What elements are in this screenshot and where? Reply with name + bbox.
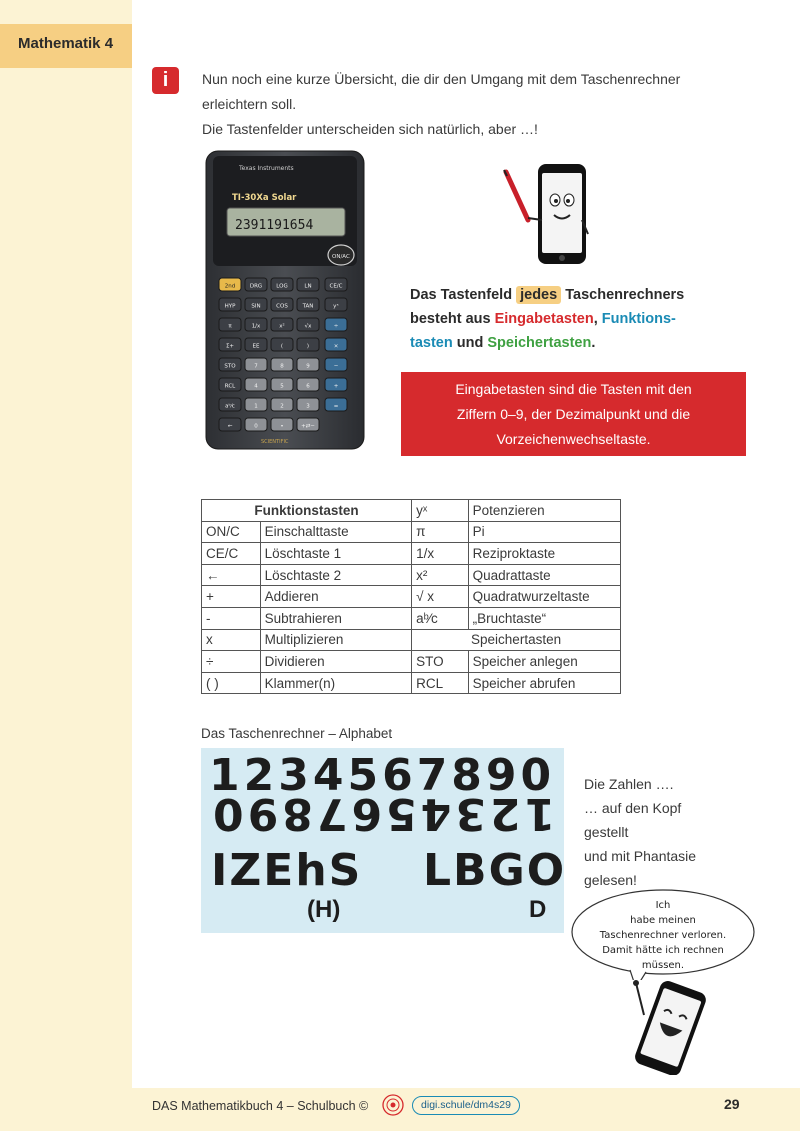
definition-line: Ziffern 0–9, der Dezimalpunkt und die: [456, 406, 691, 422]
statement-text: .: [591, 335, 596, 351]
subject-label: Mathematik 4: [18, 35, 114, 52]
table-desc: Pi: [468, 521, 620, 543]
alphabet-note-2: D: [529, 896, 547, 923]
explanation-line: und mit Phantasie: [584, 848, 697, 864]
calculator-key-label: CE/C: [329, 283, 343, 290]
digits-upside-down: 1234567890: [209, 788, 556, 839]
intro-line: erleichtern soll.: [202, 96, 297, 112]
calculator-key-label: +: [333, 383, 339, 390]
table-row: [202, 586, 621, 608]
table-desc: Potenzieren: [468, 500, 620, 522]
table-row: [202, 651, 621, 673]
table-row: [202, 629, 621, 651]
statement-text: besteht aus: [410, 311, 495, 327]
digits-upright: 1234567890: [209, 750, 556, 801]
table-key: ←: [202, 564, 261, 586]
table-key: STO: [412, 651, 469, 673]
table-desc: Quadratwurzeltaste: [468, 586, 620, 608]
calculator-key-label: 3: [306, 403, 310, 410]
calculator-key-label: 5: [280, 383, 284, 390]
table-key: aᵇ⁄c: [412, 607, 469, 629]
calculator-key-label: RCL: [224, 383, 236, 390]
calculator-key-label: STO: [224, 363, 236, 370]
calculator-key-label: 0: [254, 423, 258, 430]
footer-text: DAS Mathematikbuch 4 – Schulbuch ©: [152, 1099, 369, 1113]
on-key-label: ON/AC: [332, 254, 350, 260]
calculator-key-label: EE: [252, 343, 260, 350]
term-funktionstasten-2: tasten: [410, 335, 453, 351]
explanation-line: gelesen!: [584, 872, 637, 888]
table-header: Funktionstasten: [202, 500, 412, 522]
alphabet-word-1: IZEhS: [211, 845, 363, 896]
calculator-key-label: •: [280, 423, 284, 430]
alphabet-box: [201, 748, 567, 933]
calculator-key-label: x²: [279, 323, 285, 330]
table-header: Speichertasten: [412, 629, 621, 651]
table-desc: Dividieren: [260, 651, 412, 673]
table-desc: Klammer(n): [260, 672, 412, 694]
table-row: [202, 500, 621, 522]
alphabet-title: Das Taschenrechner – Alphabet: [201, 726, 393, 741]
statement-text: Das Tastenfeld: [410, 287, 517, 303]
highlight-jedes: jedes: [516, 286, 561, 304]
calculator-key-label: SIN: [251, 303, 261, 310]
table-key: 1/x: [412, 543, 469, 565]
calculator-key-label: 8: [280, 363, 284, 370]
table-desc: Einschalttaste: [260, 521, 412, 543]
calculator-key-label: 2nd: [224, 283, 236, 290]
calculator-key-label: +⇄−: [301, 423, 315, 430]
table-desc: Löschtaste 2: [260, 564, 412, 586]
intro-line: Die Tastenfelder unterscheiden sich natürlich, aber …!: [202, 121, 538, 137]
alphabet-word-2: LBGO: [423, 845, 567, 896]
calculator-key-label: 9: [306, 363, 310, 370]
calculator-key-label: aᵇ⁄c: [225, 403, 235, 410]
table-key: yˣ: [412, 500, 469, 522]
calculator-key-label: HYP: [224, 303, 236, 310]
publisher-logo-icon: [382, 1094, 404, 1116]
calculator-key-label: ×: [333, 343, 339, 350]
left-margin-band: [0, 0, 132, 1131]
table-desc: Addieren: [260, 586, 412, 608]
calculator-key-label: 1/x: [251, 323, 261, 330]
definition-line: Vorzeichenwechseltaste.: [496, 431, 651, 447]
table-desc: Löschtaste 1: [260, 543, 412, 565]
page-number: 29: [724, 1096, 740, 1112]
table-desc: Speicher abrufen: [468, 672, 620, 694]
phone-mascot-laughing: [622, 975, 714, 1075]
table-desc: Quadrattaste: [468, 564, 620, 586]
eingabetasten-definition-box: [401, 372, 746, 456]
bubble-line: müssen.: [641, 960, 685, 971]
term-speichertasten: Speichertasten: [487, 335, 592, 351]
calculator-model: TI-30Xa Solar: [232, 193, 297, 203]
intro-text: [202, 67, 722, 142]
table-key: x²: [412, 564, 469, 586]
bubble-line: habe meinen: [630, 915, 696, 926]
table-desc: Speicher anlegen: [468, 651, 620, 673]
calculator-key-label: 7: [254, 363, 258, 370]
function-keys-table: [201, 499, 621, 694]
calculator-brand: Texas Instruments: [239, 165, 294, 172]
calculator-key-label: yˣ: [333, 303, 339, 310]
calculator-key-label: ÷: [333, 323, 339, 330]
table-row: [202, 543, 621, 565]
table-row: [202, 564, 621, 586]
calculator-key-label: LOG: [276, 283, 288, 290]
calculator-key-label: COS: [276, 303, 288, 310]
bubble-line: Ich: [655, 900, 671, 911]
calculator-key-label: ←: [227, 423, 233, 430]
bubble-line: Taschenrechner verloren.: [599, 930, 727, 941]
phone-mascot-pointer: [498, 160, 590, 270]
calculator-key-label: (: [280, 343, 284, 350]
alphabet-note-1: (H): [307, 896, 341, 923]
digi-schule-link[interactable]: digi.schule/dm4s29: [412, 1096, 520, 1115]
calculator-key-label: 1: [254, 403, 258, 410]
calculator-key-label: −: [333, 363, 339, 370]
table-key: ( ): [202, 672, 261, 694]
speech-bubble-text: [572, 898, 754, 973]
table-key: x: [202, 629, 261, 651]
table-key: CE/C: [202, 543, 261, 565]
table-key: ÷: [202, 651, 261, 673]
table-desc: „Bruchtaste“: [468, 607, 620, 629]
table-key: ON/C: [202, 521, 261, 543]
explanation-line: … auf den Kopf: [584, 800, 682, 816]
calculator-scientific: SCIENTIFIC: [261, 439, 289, 445]
table-key: -: [202, 607, 261, 629]
bubble-line: Damit hätte ich rechnen: [602, 945, 724, 956]
calculator-key-label: Σ+: [225, 343, 235, 350]
term-funktionstasten-1: Funktions-: [601, 311, 676, 327]
table-row: [202, 672, 621, 694]
info-icon: i: [152, 67, 179, 94]
calculator-key-label: ): [306, 343, 310, 350]
calculator-key-label: DRG: [249, 283, 263, 290]
alphabet-explanation: [584, 772, 696, 892]
calculator-key-label: 6: [306, 383, 310, 390]
calculator-key-label: LN: [304, 283, 312, 290]
table-row: [202, 607, 621, 629]
calculator-key-label: π: [228, 323, 232, 330]
statement-text: und: [452, 335, 488, 351]
calculator-display: 2391191654: [235, 218, 314, 233]
term-eingabetasten: Eingabetasten: [494, 311, 594, 327]
table-key: RCL: [412, 672, 469, 694]
intro-line: Nun noch eine kurze Übersicht, die dir den Umgang mit dem Taschenrechner: [202, 71, 681, 87]
subject-tab: [0, 24, 132, 68]
table-key: π: [412, 521, 469, 543]
table-key: √ x: [412, 586, 469, 608]
calculator-key-label: 4: [254, 383, 258, 390]
table-row: [202, 521, 621, 543]
tastenfeld-statement: [410, 283, 740, 355]
calculator-key-label: =: [333, 403, 339, 410]
statement-text: ,: [593, 311, 602, 327]
definition-line: Eingabetasten sind die Tasten mit den: [455, 381, 692, 397]
calculator-key-label: √x: [304, 323, 312, 330]
statement-text: Taschenrechners: [561, 287, 685, 303]
table-desc: Subtrahieren: [260, 607, 412, 629]
calculator-key-label: TAN: [302, 303, 314, 310]
table-desc: Reziproktaste: [468, 543, 620, 565]
calculator-key-label: 2: [280, 403, 284, 410]
explanation-line: gestellt: [584, 824, 629, 840]
table-key: +: [202, 586, 261, 608]
calculator-illustration: [205, 150, 365, 450]
explanation-line: Die Zahlen ….: [584, 776, 674, 792]
table-desc: Multiplizieren: [260, 629, 412, 651]
